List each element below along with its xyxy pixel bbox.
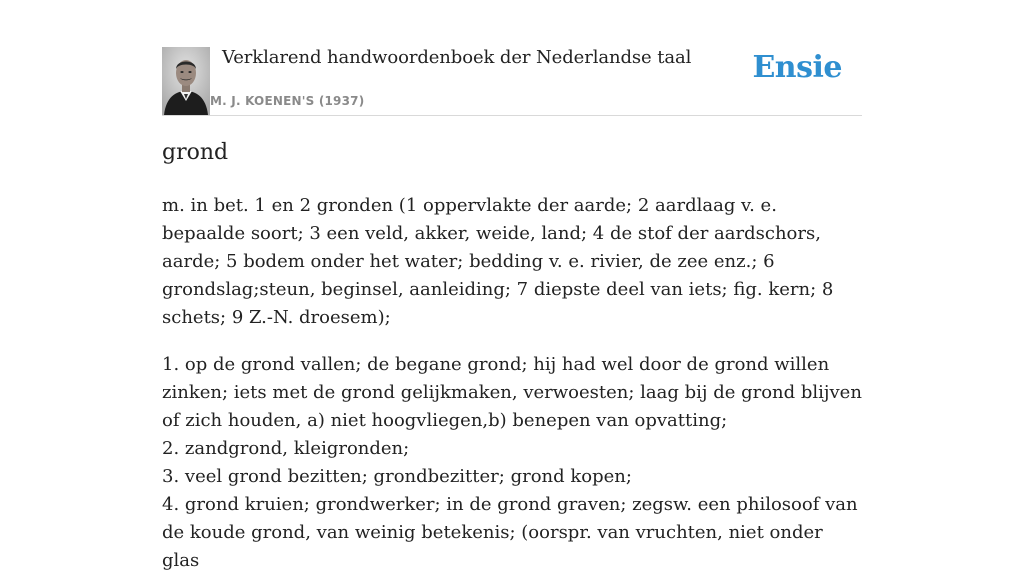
sense-item: 2. zandgrond, kleigronden; — [162, 438, 410, 459]
entry-headword: grond — [162, 140, 229, 165]
sense-item: 4. grond kruien; grondwerker; in de grond graven; zegsw. een philosoof van de koude grond, van weinig betekenis; (oorspr. van vruchten, niet onder glas — [162, 494, 858, 571]
sense-item: 3. veel grond bezitten; grondbezitter; grond kopen; — [162, 466, 632, 487]
book-title: Verklarend handwoordenboek der Nederlandse taal — [222, 47, 692, 68]
entry-definition: m. in bet. 1 en 2 gronden (1 oppervlakte der aarde; 2 aardlaag v. e. bepaalde soort; 3 een veld, akker, weide, land; 4 de stof der aardschors, aarde; 5 bodem onder het water; bedding v. e. rivier, de zee enz.; 6 grondslag;steun, beginsel, aanleiding; 7 diepste deel van iets; fig. kern; 8 schets; 9 Z.-N. droesem); — [162, 195, 834, 328]
author-portrait-icon — [162, 47, 210, 115]
ensie-logo-link[interactable]: Ensie — [752, 50, 842, 85]
entry-senses — [162, 351, 862, 575]
sense-item: 1. op de grond vallen; de begane grond; hij had wel door de grond willen zinken; iets met de grond gelijkmaken, verwoesten; laag bij de grond blijven of zich houden, a) niet hoogvliegen,b) benepen van opvatting; — [162, 354, 862, 431]
book-author: M. J. KOENEN'S (1937) — [210, 94, 365, 108]
dictionary-header — [162, 46, 862, 116]
entry-body — [162, 192, 862, 575]
